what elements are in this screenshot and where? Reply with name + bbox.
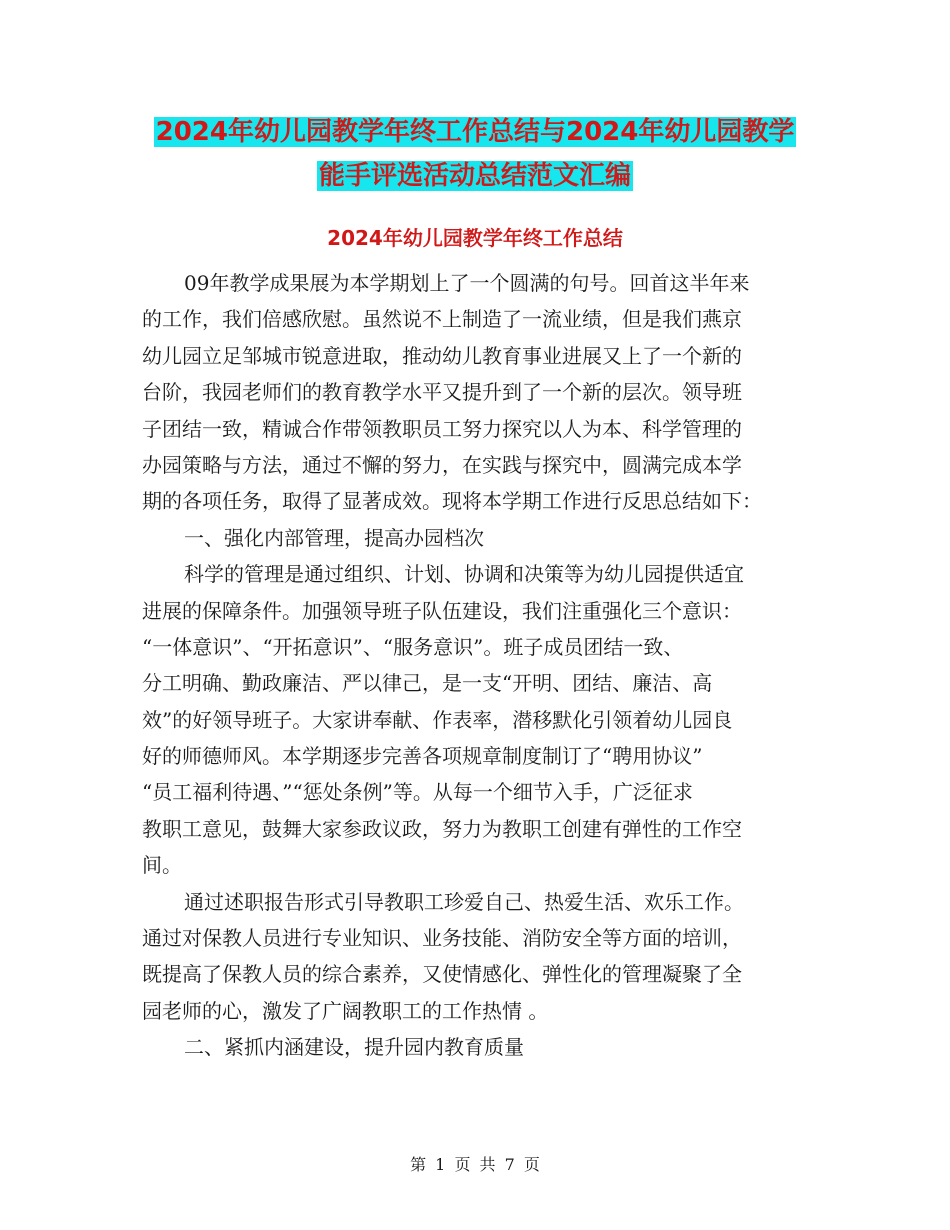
- text-line: “员工福利待遇、”“惩处条例”等。从每一个细节入手，广泛征求: [142, 780, 693, 805]
- text-line: 科学的管理是通过组织、计划、协调和决策等为幼儿园提供适宜: [184, 562, 744, 587]
- text-line: 通过述职报告形式引导教职工珍爱自己、热爱生活、欢乐工作。: [184, 889, 744, 914]
- text-line: 台阶，我园老师们的教育教学水平又提升到了一个新的层次。领导班: [142, 380, 742, 405]
- text-line: 通过对保教人员进行专业知识、业务技能、消防安全等方面的培训，: [142, 926, 742, 951]
- text-line: 教职工意见，鼓舞大家参政议政，努力为教职工创建有弹性的工作空: [142, 816, 742, 841]
- subheading-line: 一、强化内部管理，提高办园档次: [184, 525, 484, 550]
- text-line: 09年教学成果展为本学期划上了一个圆满的句号。回首这半年来: [184, 271, 750, 295]
- subheading-line: 二、紧抓内涵建设，提升园内教育质量: [184, 1035, 524, 1060]
- text-line: 间。: [142, 853, 182, 878]
- title-highlight-1: 2024年幼儿园教学年终工作总结与2024年幼儿园教学: [155, 117, 795, 147]
- text-line: 既提高了保教人员的综合素养，又使情感化、弹性化的管理凝聚了全: [142, 962, 742, 987]
- text-line: 好的师德师风。本学期逐步完善各项规章制度制订了“聘用协议”: [142, 744, 703, 769]
- text-line: 分工明确、勤政廉洁、严以律己，是一支“开明、团结、廉洁、高: [142, 671, 713, 696]
- document-title-line-2: [0, 154, 950, 198]
- text-line: 园老师的心，激发了广阔教职工的工作热情 。: [142, 998, 549, 1023]
- page-footer: 第 1 页 共 7 页: [410, 1155, 540, 1174]
- document-title-line-1: [0, 110, 950, 154]
- text-line: 的工作，我们倍感欣慰。虽然说不上制造了一流业绩，但是我们燕京: [142, 307, 742, 332]
- section-heading: 2024年幼儿园教学年终工作总结: [327, 226, 623, 250]
- text-line: 子团结一致，精诚合作带领教职员工努力探究以人为本、科学管理的: [142, 416, 742, 441]
- text-line: 效”的好领导班子。大家讲奉献、作表率，潜移默化引领着幼儿园良: [142, 707, 733, 732]
- body-text: [142, 265, 806, 1066]
- text-line: 进展的保障条件。加强领导班子队伍建设，我们注重强化三个意识：: [142, 598, 742, 623]
- text-line: 期的各项任务，取得了显著成效。现将本学期工作进行反思总结如下：: [142, 489, 762, 514]
- title-highlight-2: 能手评选活动总结范文汇编: [318, 161, 631, 191]
- text-line: “一体意识”、“开拓意识”、“服务意识”。班子成员团结一致、: [142, 634, 684, 659]
- text-line: 办园策略与方法，通过不懈的努力，在实践与探究中，圆满完成本学: [142, 452, 742, 477]
- text-line: 幼儿园立足邹城市锐意进取，推动幼儿教育事业进展又上了一个新的: [142, 343, 742, 368]
